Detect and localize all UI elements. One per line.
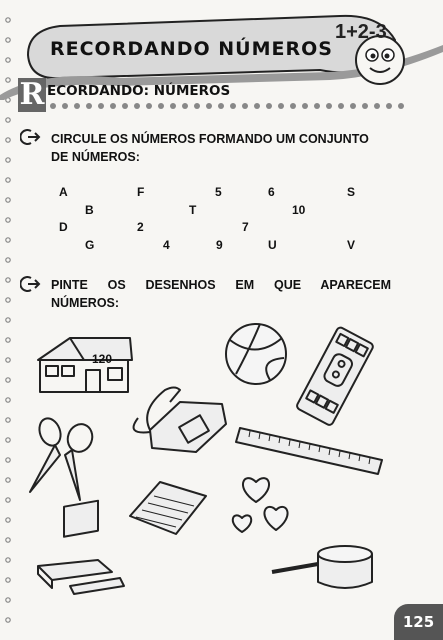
remote-control-icon[interactable] [296, 326, 375, 426]
grid-item[interactable]: V [347, 238, 356, 252]
grid-item[interactable]: 6 [268, 185, 275, 199]
task1-line2: DE NÚMEROS: [51, 150, 140, 164]
mascot-icon [330, 10, 440, 90]
house-icon[interactable] [0, 310, 132, 392]
grid-item[interactable]: D [59, 220, 68, 234]
task2-line2: NÚMEROS: [51, 296, 120, 310]
section-title: ECORDANDO: NÚMEROS [47, 83, 231, 99]
ruler-icon[interactable] [236, 428, 382, 474]
task2-line1: PINTE OS DESENHOS EM QUE APARECEM [51, 278, 391, 292]
banner-title: RECORDANDO NÚMEROS [50, 38, 333, 60]
notebook-icon[interactable] [130, 482, 206, 534]
grid-item[interactable]: S [347, 185, 356, 199]
telephone-icon[interactable] [134, 388, 226, 453]
grid-item[interactable]: F [137, 185, 145, 199]
scissors-icon[interactable] [30, 415, 96, 500]
grid-item[interactable]: 9 [216, 238, 223, 252]
grid-item[interactable]: U [268, 238, 277, 252]
grid-item[interactable]: G [85, 238, 95, 252]
arrow-icon [20, 276, 42, 292]
task1-line1: CIRCULE OS NÚMEROS FORMANDO UM CONJUNTO [51, 132, 369, 146]
section-initial: R [19, 77, 45, 112]
grid-item[interactable]: 4 [163, 238, 170, 252]
volleyball-icon[interactable] [226, 324, 286, 384]
grid-item[interactable]: 5 [215, 185, 222, 199]
grid-item[interactable]: 7 [242, 220, 249, 234]
dotted-divider [48, 101, 408, 111]
grid-item[interactable]: 2 [137, 220, 144, 234]
grid-item[interactable]: T [189, 203, 197, 217]
drawings-area [0, 310, 443, 610]
computer-icon[interactable] [38, 501, 124, 594]
grid-item[interactable]: B [85, 203, 94, 217]
arrow-icon [20, 129, 42, 145]
house-number: 120 [92, 352, 113, 366]
mascot-digits: 1+2-3 [335, 21, 387, 43]
hearts-icon[interactable] [233, 478, 288, 532]
saucepan-icon[interactable] [272, 546, 372, 588]
page-number: 125 [394, 604, 443, 640]
grid-item[interactable]: 10 [292, 203, 306, 217]
grid-item[interactable]: A [59, 185, 68, 199]
